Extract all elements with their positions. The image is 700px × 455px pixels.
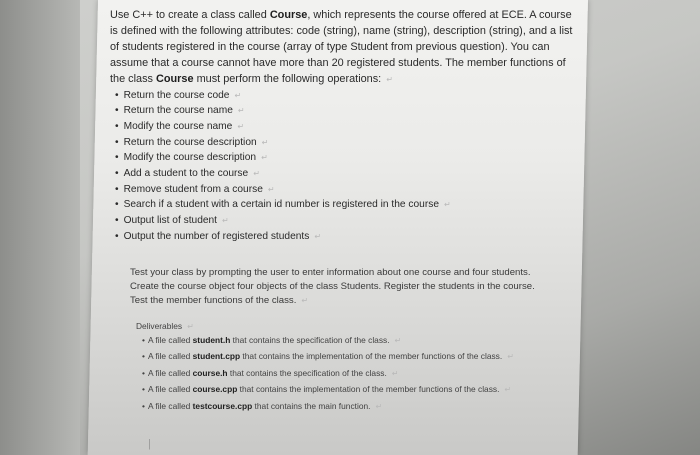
operation-item: • Modify the course description ↵: [115, 150, 580, 166]
deliverable-item: • A file called testcourse.cpp that contains the main function. ↵: [142, 400, 556, 414]
deliverable-item: • A file called course.cpp that contains the implementation of the member functions of the class. ↵: [142, 383, 556, 397]
file-name: course.cpp: [192, 384, 238, 395]
operations-list: [110, 88, 580, 245]
operation-item: • Output the number of registered students ↵: [115, 229, 580, 245]
file-name: testcourse.cpp: [192, 400, 253, 411]
file-name: student.cpp: [192, 351, 241, 362]
test-paragraph: Test your class by prompting the user to enter information about one course and four students. Create the course object four objects of the class Students. Register the students in the course. Test the member functions of the class. ↵: [130, 267, 535, 306]
file-name: student.h: [192, 334, 231, 345]
intro-paragraph: [110, 8, 580, 88]
text-cursor: |: [148, 438, 151, 450]
operation-item: • Output list of student ↵: [115, 213, 580, 229]
operation-item: • Add a student to the course ↵: [115, 166, 580, 182]
file-name: course.h: [192, 367, 228, 378]
operation-item: • Search if a student with a certain id number is registered in the course ↵: [115, 197, 580, 213]
intro-text-3: must perform the following operations:: [193, 72, 382, 85]
operation-item: • Return the course code ↵: [115, 88, 580, 104]
class-name-course: Course: [269, 9, 308, 21]
operation-item: • Modify the course name ↵: [115, 119, 580, 135]
deliverable-item: • A file called student.h that contains the specification of the class. ↵: [142, 334, 556, 348]
intro-text-1: Use C++ to create a class called: [110, 9, 270, 21]
operation-item: • Return the course name ↵: [115, 103, 580, 119]
assignment-text: [110, 8, 580, 245]
deliverables-heading: Deliverables ↵: [136, 321, 194, 331]
deliverables-list: [136, 334, 556, 414]
deliverable-item: • A file called student.cpp that contains the implementation of the member functions of the class. ↵: [142, 350, 556, 364]
deliverables-section: [136, 320, 556, 417]
operation-item: • Remove student from a course ↵: [115, 182, 580, 198]
operation-item: • Return the course description ↵: [115, 135, 580, 151]
paragraph-mark: ↵: [386, 74, 393, 84]
left-shadow: [0, 0, 80, 455]
class-name-course-2: Course: [156, 72, 194, 85]
deliverable-item: • A file called course.h that contains the specification of the class. ↵: [142, 367, 556, 381]
intro-text-2: , which represents the course offered at ECE. A course is defined with the following attributes: code (string), name (string), description (string), and a list of students registered in the course (array of type Student from previous question). You can assume that a course cannot have more than 20 registered students. The member functions of the class: [110, 9, 573, 85]
